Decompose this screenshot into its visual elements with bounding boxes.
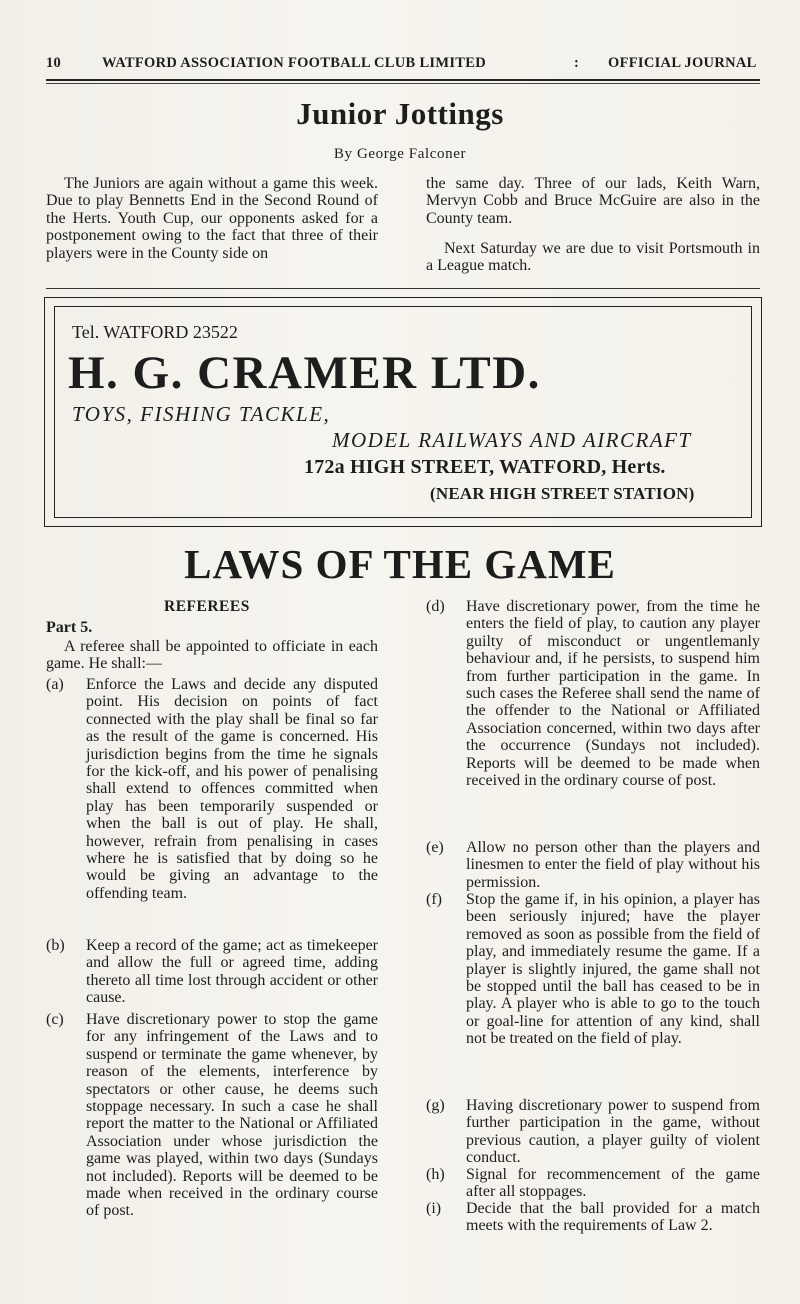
item-text: Have discretionary power, from the time he enters the field of play, to caution any player guilty of misconduct or ungentlemanly behaviour and, if he persists, to suspend him from further participation in the game. In such cases the Referee shall send the name of the offender to the National or Affiliated Association concerned, within two days after the occurrence (Sundays not included). Reports will be deemed to be made when received in the ordinary course of post. xyxy=(466,598,760,790)
item-label: (f) xyxy=(426,891,442,908)
part-label: Part 5. xyxy=(46,619,93,636)
item-text: Have discretionary power to stop the game for any infringement of the Laws and to suspend or terminate the game whenever, by reason of the elements, interference by spectators or other cause, he deems such stoppage necessary. In such a case he shall report the matter to the National or Affiliated Association under whose jurisdiction the game was played, within two days (Sundays not included). Reports will be deemed to be made when received in the ordinary course of post. xyxy=(86,1011,378,1220)
article-column-left xyxy=(46,175,378,262)
item-text: Keep a record of the game; act as timekeeper and allow the full or agreed time, adding thereto all time lost through accident or other cause. xyxy=(86,937,378,1007)
advert-location-note: (NEAR HIGH STREET STATION) xyxy=(430,484,695,503)
item-text: Stop the game if, in his opinion, a player has been seriously injured; have the player removed as soon as possible from the field of play, and immediately resume the game. If a player is slightly injured, the game shall not be stopped until the ball has ceased to be in play. A player who is able to go to the touch or goal-line for attention of any kind, shall not be treated on the field of play. xyxy=(466,891,760,1048)
item-label: (h) xyxy=(426,1166,445,1183)
advert-telephone: Tel. WATFORD 23522 xyxy=(72,322,238,342)
item-text: Enforce the Laws and decide any disputed point. His decision on points of fact connected with the play shall be final so far as the result of the game is concerned. His jurisdiction begins from the time he signals for the kick-off, and his power of penalising shall extend to offences committed when play has been temporarily suspended or when the ball is out of play. He shall, however, refrain from penalising in cases where he is satisfied that by doing so he would be giving an advantage to the offending team. xyxy=(86,676,378,902)
article-column-right xyxy=(426,175,760,227)
header-separator: : xyxy=(574,55,580,71)
page-number: 10 xyxy=(46,55,62,71)
item-label: (g) xyxy=(426,1097,445,1114)
article-column-right-2 xyxy=(426,240,760,275)
advert-company-name: H. G. CRAMER LTD. xyxy=(68,347,541,399)
item-text: Allow no person other than the players and linesmen to enter the field of play without his permission. xyxy=(466,839,760,891)
article-byline: By George Falconer xyxy=(333,146,467,162)
advert-line-products: TOYS, FISHING TACKLE, xyxy=(72,402,331,426)
club-name: WATFORD ASSOCIATION FOOTBALL CLUB LIMITED xyxy=(102,55,487,71)
header-rule-thin xyxy=(46,83,760,84)
article-paragraph: The Juniors are again without a game this week. Due to play Bennetts End in the Second Round of the Herts. Youth Cup, our opponents asked for a postponement owing to the fact that three of their players were in the County side on xyxy=(46,175,378,262)
advert-address: 172a HIGH STREET, WATFORD, Herts. xyxy=(304,456,666,478)
article-title: Junior Jottings xyxy=(296,96,504,131)
section-divider xyxy=(46,288,760,289)
item-label: (c) xyxy=(46,1011,64,1028)
item-label: (a) xyxy=(46,676,64,693)
item-label: (d) xyxy=(426,598,445,615)
advert-line-products-2: MODEL RAILWAYS AND AIRCRAFT xyxy=(332,428,692,452)
laws-intro: A referee shall be appointed to officiate in each game. He shall:— xyxy=(46,638,378,673)
section-heading: REFEREES xyxy=(164,598,250,615)
item-text: Signal for recommencement of the game after all stoppages. xyxy=(466,1166,760,1201)
journal-name: OFFICIAL JOURNAL xyxy=(608,55,757,71)
item-text: Decide that the ball provided for a match meets with the requirements of Law 2. xyxy=(466,1200,760,1235)
item-label: (b) xyxy=(46,937,65,954)
item-text: Having discretionary power to suspend from further participation in the game, without previous caution, a player guilty of violent conduct. xyxy=(466,1097,760,1167)
item-label: (i) xyxy=(426,1200,442,1217)
header-rule xyxy=(46,79,760,81)
article-paragraph: Next Saturday we are due to visit Portsmouth in a League match. xyxy=(426,240,760,275)
item-label: (e) xyxy=(426,839,444,856)
article-paragraph-continued: the same day. Three of our lads, Keith Warn, Mervyn Cobb and Bruce McGuire are also in the County team. xyxy=(426,175,760,227)
laws-title: LAWS OF THE GAME xyxy=(184,541,616,587)
